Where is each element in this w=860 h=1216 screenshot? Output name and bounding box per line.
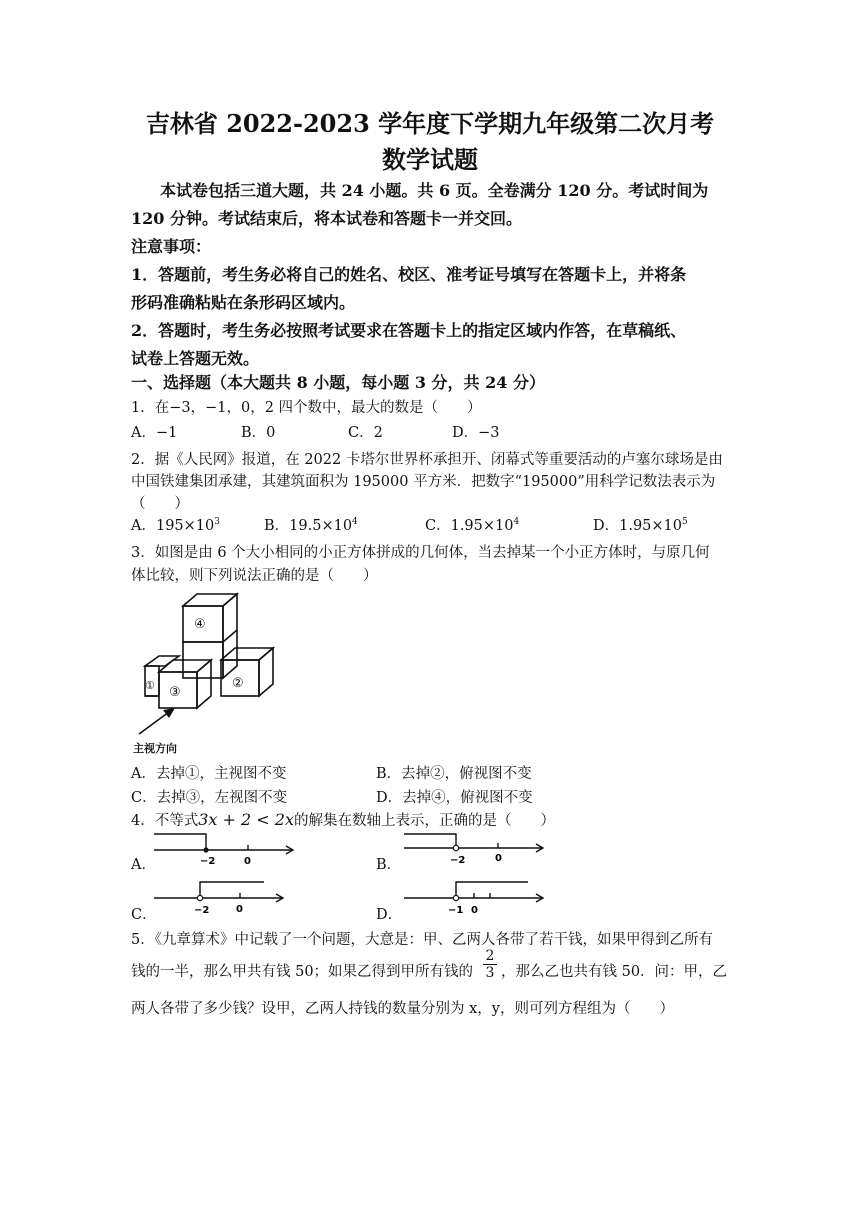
cube-label-1: ① [145,679,155,692]
number-line-d [400,876,550,918]
q2-line-1: 2．据《人民网》报道，在 2022 卡塔尔世界杯承担开、闭幕式等重要活动的卢塞尔球场是由 [131,452,723,468]
tick-label-minus1: −1 [448,905,464,916]
notice-1-line-1: 1．答题前，考生务必将自己的姓名、校区、准考证号填写在答题卡上，并将条 [131,265,687,284]
number-line-c [150,876,300,918]
q2-option-b: B．$19.5\times 10^4$ [264,517,358,534]
notice-title: 注意事项： [131,237,212,256]
view-direction-label: 主视方向 [133,742,177,755]
q3-option-a: A．去掉①，主视图不变 [131,766,287,782]
tick-label-minus2: −2 [200,856,216,867]
q4-option-a: A． [131,857,156,873]
q2-option-a: A．$195\times 10^3$ [131,517,220,534]
notice-2-line-2: 试卷上答题无效。 [131,349,260,368]
q1-option-c: C．2 [348,425,383,441]
cube-label-4: ④ [194,617,206,632]
q3-option-d: D．去掉④，俯视图不变 [376,790,533,806]
cube-label-2: ② [232,676,244,691]
fraction-two-thirds: $\frac{2}{3}$ [483,948,497,981]
q2-line-3: （ ） [131,496,189,512]
tick-label-0: 0 [244,856,251,867]
tick-label-0: 0 [495,853,502,864]
tick-label-0: 0 [236,904,243,915]
page-subtitle: 数学试题 [382,145,478,174]
q5-line-2-post: ，那么乙也共有钱 50．问：甲，乙 [501,964,728,980]
intro-line-1: 本试卷包括三道大题，共 24 小题。共 6 页。全卷满分 120 分。考试时间为 [160,181,709,200]
q3-line-1: 3．如图是由 6 个大小相同的小正方体拼成的几何体，当去掉某一个小正方体时，与原几何 [131,545,710,561]
section-heading: 一、选择题（本大题共 8 小题，每小题 3 分，共 24 分） [131,373,545,392]
page-title: 吉林省 2022-2023 学年度下学期九年级第二次月考 [145,109,715,138]
q2-option-d: D．$1.95\times 10^5$ [593,517,688,534]
q1-option-d: D．−3 [452,425,500,441]
tick-label-minus2: −2 [450,855,466,866]
q5-line-1: 5．《九章算术》中记载了一个问题，大意是：甲、乙两人各带了若干钱，如果甲得到乙所有 [131,932,713,948]
tick-label-0: 0 [471,905,478,916]
q3-option-b: B．去掉②，俯视图不变 [376,766,532,782]
q4-option-c: C． [131,907,157,923]
q1-option-a: A．−1 [131,425,178,441]
q1-stem: 1．在−3，−1，0，2 四个数中，最大的数是（ ） [131,400,482,416]
q4-stem: 4．不等式3x + 2 < 2x的解集在数轴上表示，正确的是（ ） [131,810,555,829]
q5-line-3: 两人各带了多少钱？设甲，乙两人持钱的数量分别为 x，y，则可列方程组为（ ） [131,1001,674,1017]
q1-option-b: B．0 [241,425,276,441]
cube-label-3: ③ [169,685,181,700]
notice-1-line-2: 形码准确粘贴在条形码区域内。 [131,293,356,312]
number-line-a [150,828,300,870]
q2-line-2: 中国铁建集团承建，其建筑面积为 195000 平方米．把数字“195000”用科学记数法表示为 [131,474,716,490]
number-line-b [400,828,550,870]
tick-label-minus2: −2 [194,905,210,916]
q4-option-b: B． [376,857,402,873]
q3-option-c: C．去掉③，左视图不变 [131,790,288,806]
q4-option-d: D． [376,907,403,923]
q2-option-c: C．$1.95\times 10^4$ [425,517,520,534]
intro-line-2: 120 分钟。考试结束后，将本试卷和答题卡一并交回。 [131,209,522,228]
q5-line-2-pre: 钱的一半，那么甲共有钱 50；如果乙得到甲所有钱的 [131,964,474,980]
cube-figure [125,588,305,758]
q3-line-2: 体比较，则下列说法正确的是（ ） [131,568,378,584]
notice-2-line-1: 2．答题时，考生务必按照考试要求在答题卡上的指定区域内作答，在草稿纸、 [131,321,687,340]
